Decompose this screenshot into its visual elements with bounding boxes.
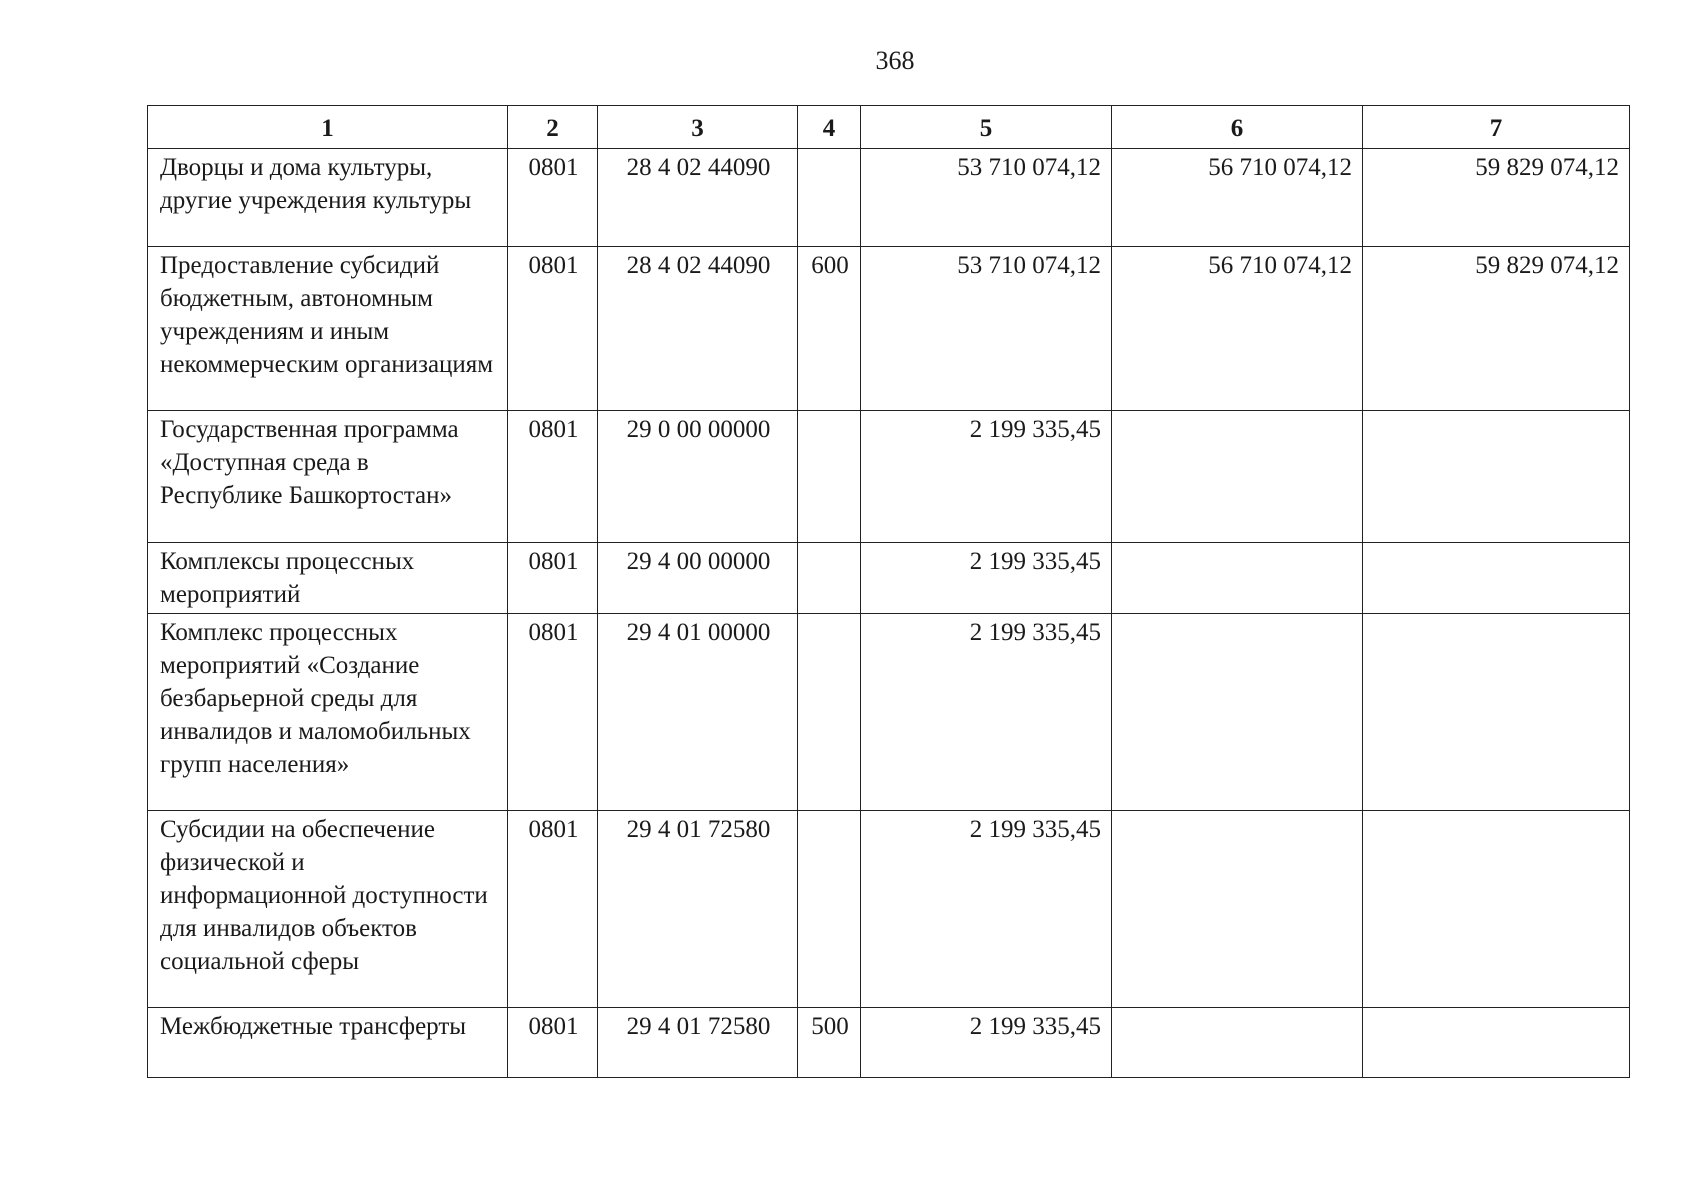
table-row <box>148 811 1630 1008</box>
target-code: 29 4 00 00000 <box>598 543 798 614</box>
table-row <box>148 247 1630 411</box>
header-row <box>148 106 1630 149</box>
row-name: Дворцы и дома культуры, другие учреждения культуры <box>148 149 508 247</box>
amount-col7 <box>1363 811 1630 1008</box>
row-name: Субсидии на обеспечение физической и информационной доступности для инвалидов объектов социальной сферы <box>148 811 508 1008</box>
target-code: 28 4 02 44090 <box>598 247 798 411</box>
target-code: 28 4 02 44090 <box>598 149 798 247</box>
section-code: 0801 <box>508 149 598 247</box>
amount-col7 <box>1363 614 1630 811</box>
section-code: 0801 <box>508 811 598 1008</box>
table-row <box>148 614 1630 811</box>
amount-col5: 53 710 074,12 <box>861 247 1112 411</box>
section-code: 0801 <box>508 543 598 614</box>
expense-type-code <box>798 149 861 247</box>
row-name: Предоставление субсидий бюджетным, автономным учреждениям и иным некоммерческим организациям <box>148 247 508 411</box>
table-row <box>148 411 1630 543</box>
expense-type-code: 600 <box>798 247 861 411</box>
section-code: 0801 <box>508 1008 598 1078</box>
page-number: 368 <box>875 46 915 75</box>
amount-col5: 2 199 335,45 <box>861 614 1112 811</box>
target-code: 29 4 01 72580 <box>598 1008 798 1078</box>
amount-col6: 56 710 074,12 <box>1112 247 1363 411</box>
table-row <box>148 543 1630 614</box>
target-code: 29 4 01 00000 <box>598 614 798 811</box>
amount-col5: 2 199 335,45 <box>861 1008 1112 1078</box>
amount-col6: 56 710 074,12 <box>1112 149 1363 247</box>
amount-col5: 2 199 335,45 <box>861 411 1112 543</box>
amount-col5: 2 199 335,45 <box>861 543 1112 614</box>
column-header-2: 2 <box>508 106 598 149</box>
amount-col6 <box>1112 411 1363 543</box>
table-row <box>148 149 1630 247</box>
expense-type-code <box>798 543 861 614</box>
row-name: Комплекс процессных мероприятий «Создание безбарьерной среды для инвалидов и маломобильных групп населения» <box>148 614 508 811</box>
target-code: 29 0 00 00000 <box>598 411 798 543</box>
amount-col5: 2 199 335,45 <box>861 811 1112 1008</box>
row-name: Комплексы процессных мероприятий <box>148 543 508 614</box>
budget-table <box>147 105 1630 1078</box>
target-code: 29 4 01 72580 <box>598 811 798 1008</box>
amount-col7 <box>1363 411 1630 543</box>
amount-col7: 59 829 074,12 <box>1363 149 1630 247</box>
column-header-7: 7 <box>1363 106 1630 149</box>
amount-col6 <box>1112 614 1363 811</box>
amount-col7 <box>1363 1008 1630 1078</box>
amount-col5: 53 710 074,12 <box>861 149 1112 247</box>
expense-type-code: 500 <box>798 1008 861 1078</box>
column-header-3: 3 <box>598 106 798 149</box>
amount-col6 <box>1112 811 1363 1008</box>
column-header-6: 6 <box>1112 106 1363 149</box>
section-code: 0801 <box>508 614 598 811</box>
column-header-1: 1 <box>148 106 508 149</box>
row-name: Межбюджетные трансферты <box>148 1008 508 1078</box>
amount-col6 <box>1112 1008 1363 1078</box>
table-row <box>148 1008 1630 1078</box>
amount-col6 <box>1112 543 1363 614</box>
expense-type-code <box>798 411 861 543</box>
section-code: 0801 <box>508 411 598 543</box>
amount-col7: 59 829 074,12 <box>1363 247 1630 411</box>
column-header-5: 5 <box>861 106 1112 149</box>
amount-col7 <box>1363 543 1630 614</box>
expense-type-code <box>798 811 861 1008</box>
expense-type-code <box>798 614 861 811</box>
column-header-4: 4 <box>798 106 861 149</box>
row-name: Государственная программа «Доступная среда в Республике Башкортостан» <box>148 411 508 543</box>
section-code: 0801 <box>508 247 598 411</box>
